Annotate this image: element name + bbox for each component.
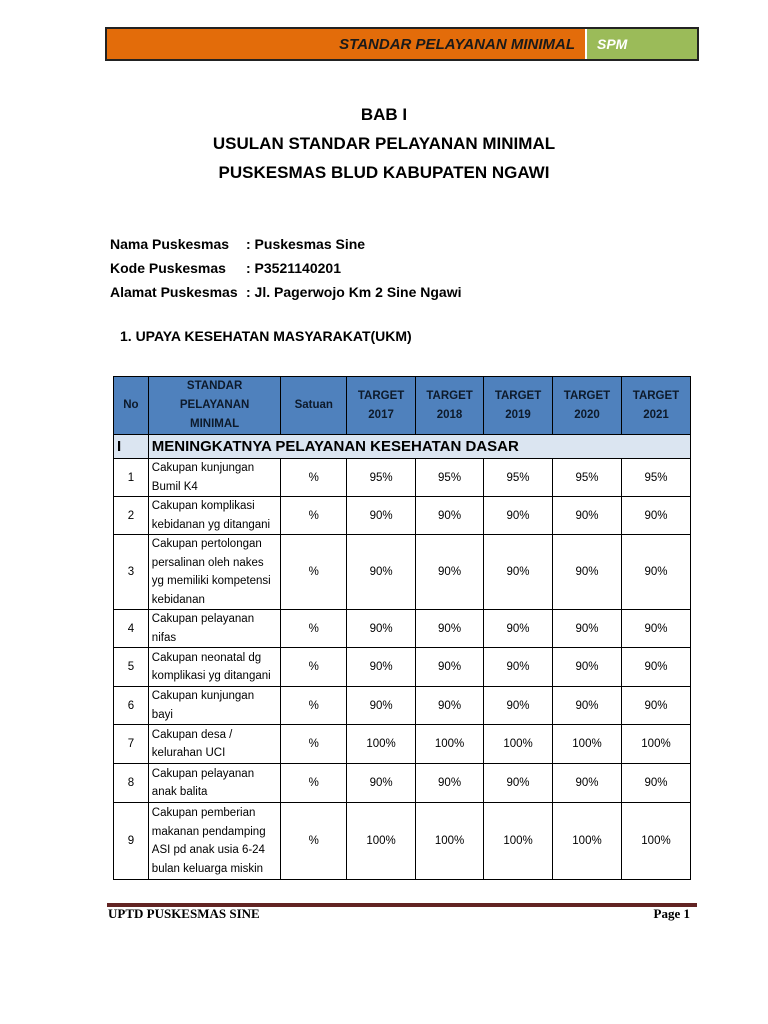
cell: 100% bbox=[484, 725, 553, 764]
column-header: No bbox=[114, 377, 149, 435]
cell: 90% bbox=[416, 648, 484, 687]
cell: 100% bbox=[347, 725, 416, 764]
service-name: Cakupan kunjungan Bumil K4 bbox=[148, 459, 281, 497]
cell: 100% bbox=[553, 803, 622, 880]
cell: 90% bbox=[416, 497, 484, 535]
cell: 90% bbox=[484, 610, 553, 648]
cell: % bbox=[281, 764, 347, 803]
cell: 90% bbox=[553, 535, 622, 610]
cell: % bbox=[281, 459, 347, 497]
cell: 90% bbox=[621, 764, 690, 803]
cell: % bbox=[281, 648, 347, 687]
cell: 90% bbox=[621, 497, 690, 535]
cell: 100% bbox=[416, 725, 484, 764]
cell: 100% bbox=[553, 725, 622, 764]
column-header: TARGET 2020 bbox=[553, 377, 622, 435]
cell: 100% bbox=[621, 803, 690, 880]
service-name: Cakupan pertolongan persalinan oleh nakes yg memiliki kompetensi kebidanan bbox=[148, 535, 281, 610]
column-header: TARGET 2021 bbox=[621, 377, 690, 435]
column-header: Satuan bbox=[281, 377, 347, 435]
cell: 90% bbox=[553, 610, 622, 648]
column-header: TARGET 2018 bbox=[416, 377, 484, 435]
service-name: Cakupan pelayanan anak balita bbox=[148, 764, 281, 803]
info-code: Kode Puskesmas : P3521140201 bbox=[110, 260, 341, 276]
cell: 90% bbox=[416, 610, 484, 648]
cell: 8 bbox=[114, 764, 149, 803]
table-row bbox=[114, 648, 691, 687]
table-row bbox=[114, 497, 691, 535]
cell: 90% bbox=[484, 535, 553, 610]
cell: 90% bbox=[416, 535, 484, 610]
cell: % bbox=[281, 535, 347, 610]
header-banner bbox=[105, 27, 699, 61]
group-row: I MENINGKATNYA PELAYANAN KESEHATAN DASAR bbox=[114, 435, 691, 459]
service-name: Cakupan pelayanan nifas bbox=[148, 610, 281, 648]
cell: 90% bbox=[484, 648, 553, 687]
cell: 90% bbox=[553, 687, 622, 725]
cell: 90% bbox=[484, 497, 553, 535]
section-heading: 1. UPAYA KESEHATAN MASYARAKAT(UKM) bbox=[120, 328, 412, 344]
spm-table bbox=[113, 376, 691, 880]
header-tag: SPM bbox=[585, 29, 697, 59]
cell: 90% bbox=[553, 497, 622, 535]
table-row bbox=[114, 725, 691, 764]
table-row bbox=[114, 535, 691, 610]
cell: 2 bbox=[114, 497, 149, 535]
cell: 95% bbox=[621, 459, 690, 497]
cell: 90% bbox=[347, 648, 416, 687]
cell: 95% bbox=[484, 459, 553, 497]
cell: 1 bbox=[114, 459, 149, 497]
cell: 90% bbox=[621, 648, 690, 687]
column-header: TARGET 2017 bbox=[347, 377, 416, 435]
cell: 95% bbox=[553, 459, 622, 497]
cell: 90% bbox=[484, 764, 553, 803]
doc-title: USULAN STANDAR PELAYANAN MINIMAL bbox=[212, 134, 556, 153]
cell: 90% bbox=[484, 687, 553, 725]
cell: 95% bbox=[416, 459, 484, 497]
chapter-title: BAB I bbox=[360, 105, 408, 124]
table-row bbox=[114, 459, 691, 497]
cell: 5 bbox=[114, 648, 149, 687]
cell: 100% bbox=[621, 725, 690, 764]
cell: 9 bbox=[114, 803, 149, 880]
table-row bbox=[114, 687, 691, 725]
cell: 90% bbox=[347, 535, 416, 610]
info-name: Nama Puskesmas : Puskesmas Sine bbox=[110, 236, 366, 252]
service-name: Cakupan komplikasi kebidanan yg ditangani bbox=[148, 497, 281, 535]
table-header bbox=[114, 377, 691, 435]
footer-org: UPTD PUSKESMAS SINE bbox=[108, 906, 260, 921]
service-name: Cakupan desa / kelurahan UCI bbox=[148, 725, 281, 764]
service-name: Cakupan pemberian makanan pendamping ASI pd anak usia 6-24 bulan keluarga miskin bbox=[148, 803, 281, 880]
cell: 90% bbox=[347, 764, 416, 803]
cell: 90% bbox=[416, 687, 484, 725]
cell: 90% bbox=[347, 497, 416, 535]
cell: 100% bbox=[416, 803, 484, 880]
cell: 90% bbox=[621, 610, 690, 648]
table-row bbox=[114, 764, 691, 803]
cell: 6 bbox=[114, 687, 149, 725]
cell: % bbox=[281, 803, 347, 880]
cell: 90% bbox=[553, 648, 622, 687]
service-name: Cakupan neonatal dg komplikasi yg ditangani bbox=[148, 648, 281, 687]
cell: % bbox=[281, 687, 347, 725]
info-address: Alamat Puskesmas : Jl. Pagerwojo Km 2 Sine Ngawi bbox=[110, 284, 462, 300]
table-row bbox=[114, 610, 691, 648]
cell: 90% bbox=[416, 764, 484, 803]
cell: % bbox=[281, 725, 347, 764]
cell: % bbox=[281, 497, 347, 535]
cell: 7 bbox=[114, 725, 149, 764]
service-name: Cakupan kunjungan bayi bbox=[148, 687, 281, 725]
cell: 100% bbox=[484, 803, 553, 880]
cell: 90% bbox=[347, 687, 416, 725]
cell: 90% bbox=[621, 687, 690, 725]
column-header: STANDAR PELAYANAN MINIMAL bbox=[148, 377, 281, 435]
cell: 95% bbox=[347, 459, 416, 497]
doc-subtitle: PUSKESMAS BLUD KABUPATEN NGAWI bbox=[218, 163, 550, 182]
cell: 4 bbox=[114, 610, 149, 648]
cell: 3 bbox=[114, 535, 149, 610]
cell: % bbox=[281, 610, 347, 648]
header-title: STANDAR PELAYANAN MINIMAL bbox=[107, 29, 585, 59]
column-header: TARGET 2019 bbox=[484, 377, 553, 435]
cell: 90% bbox=[347, 610, 416, 648]
cell: 100% bbox=[347, 803, 416, 880]
table-row bbox=[114, 803, 691, 880]
page-number: Page 1 bbox=[653, 906, 690, 921]
cell: 90% bbox=[621, 535, 690, 610]
cell: 90% bbox=[553, 764, 622, 803]
